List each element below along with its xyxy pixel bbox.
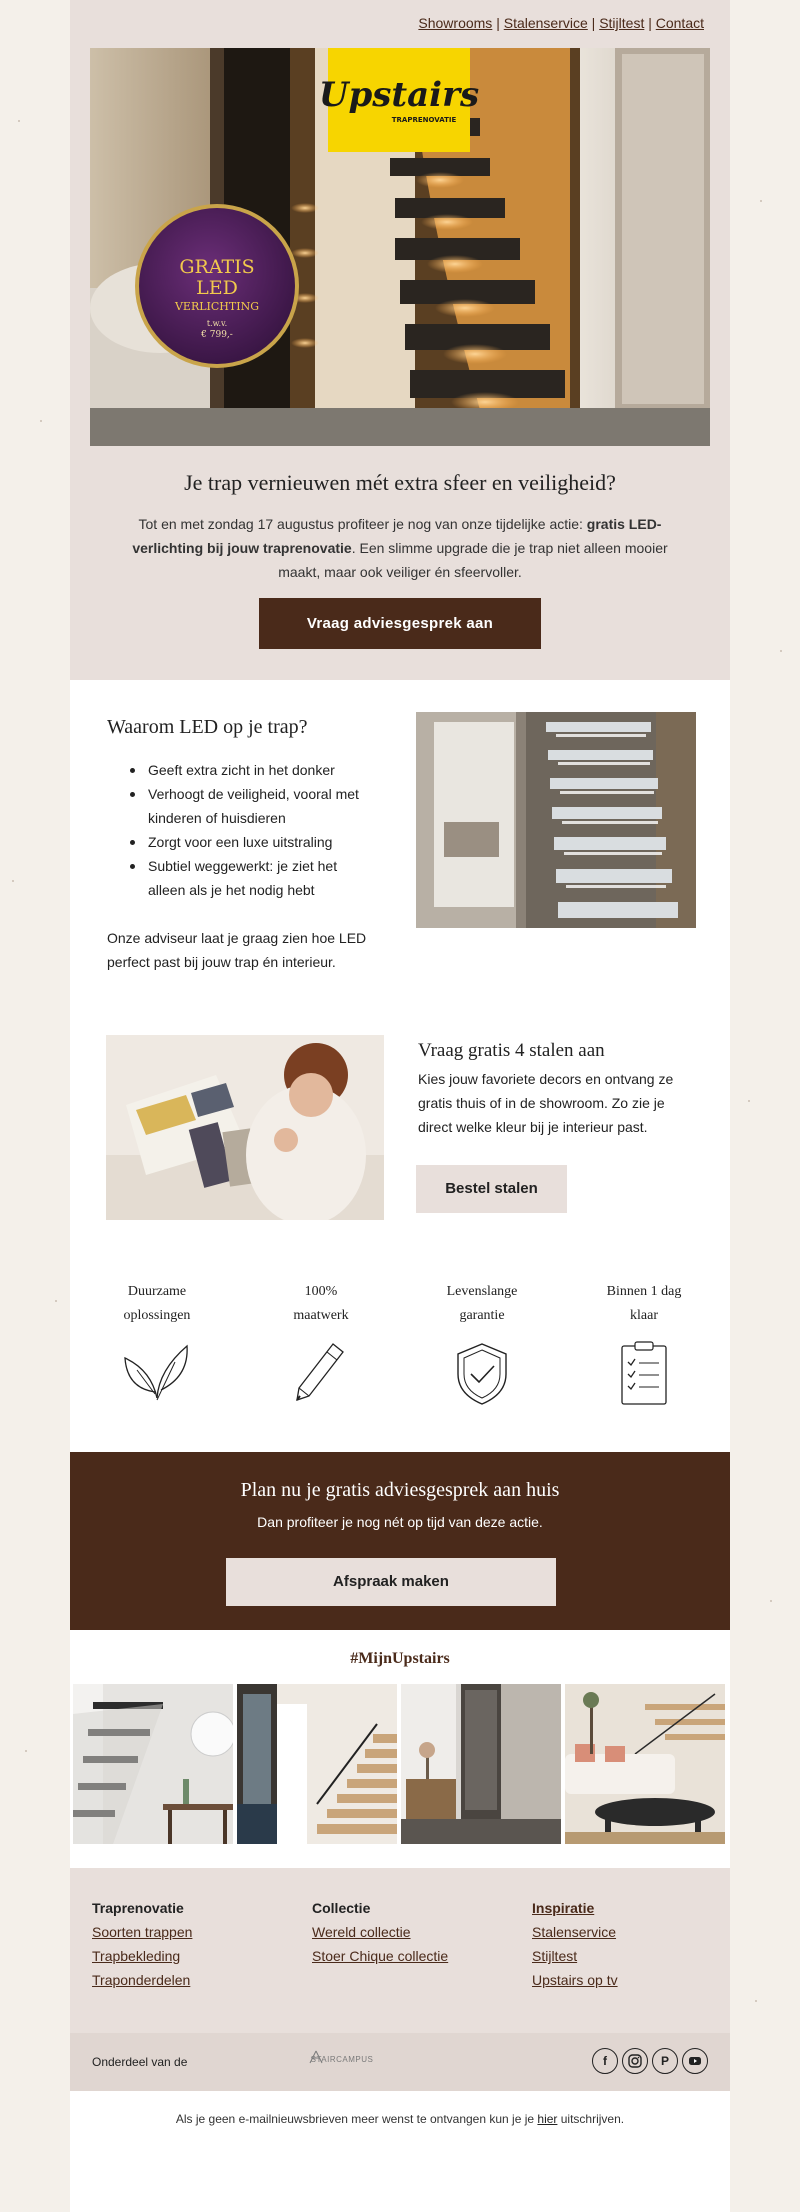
footer-link[interactable]: Trapbekleding — [92, 1948, 181, 1964]
instagram-glyph-icon — [628, 2054, 642, 2068]
gallery-stair-illustration — [73, 1684, 233, 1844]
svg-text:LED: LED — [196, 277, 238, 299]
led-title: Waarom LED op je trap? — [107, 716, 308, 738]
gallery-stair-illustration — [237, 1684, 397, 1844]
samples-text: Kies jouw favoriete decors en ontvang ze gratis thuis of in de showroom. Zo zie je direct welke kleur bij je interieur past. — [418, 1071, 674, 1135]
appointment-cta-section — [70, 1452, 730, 1630]
unsubscribe-text: Als je geen e-mailnieuwsbrieven meer wenst te ontvangen kun je je hier uitschrijven. — [175, 2112, 625, 2126]
usp-one-day — [579, 1280, 709, 1417]
request-consultation-button[interactable]: Vraag adviesgesprek aan — [259, 598, 541, 649]
footer-link[interactable]: Wereld collectie — [312, 1924, 411, 1940]
list-item: Zorgt voor een luxe uitstraling — [108, 830, 378, 854]
facebook-icon[interactable]: f — [592, 2048, 618, 2074]
led-stair-illustration — [416, 712, 696, 928]
footer-brand-bar — [70, 2033, 730, 2091]
leaf-icon — [117, 1340, 197, 1404]
samples-photo[interactable] — [106, 1035, 384, 1220]
usp-label-line1: Duurzame — [127, 1284, 187, 1299]
hero-intro: Tot en met zondag 17 augustus profiteer je nog van onze tijdelijke actie: gratis LED-verlichting bij jouw traprenovatie. Een slimme upgrade die je trap niet alleen mooier maakt, maar ook veiliger én sfeervoller. — [132, 516, 668, 580]
staircampus-text: STAIRCAMPUS — [310, 2055, 374, 2064]
footer-links-section — [70, 1868, 730, 2033]
youtube-glyph-icon — [688, 2054, 702, 2068]
usp-label-line2: oplossingen — [123, 1308, 191, 1323]
usp-sustainable — [92, 1280, 222, 1413]
list-item: Verhoogt de veiligheid, vooral met kinderen of huisdieren — [108, 782, 378, 830]
gallery-photo-4[interactable] — [565, 1684, 725, 1844]
usp-label-line1: Binnen 1 dag — [606, 1284, 682, 1299]
email-container — [70, 0, 730, 2212]
hero-section — [70, 0, 730, 680]
gallery-photo-1[interactable] — [73, 1684, 233, 1844]
usp-label-line1: 100% — [304, 1284, 338, 1299]
list-item: Geeft extra zicht in het donker — [108, 758, 378, 782]
usp-warranty — [417, 1280, 547, 1417]
cta-title: Plan nu je gratis adviesgesprek aan huis — [240, 1479, 560, 1501]
footer-link[interactable]: Traponderdelen — [92, 1972, 191, 1988]
footer-link[interactable]: Upstairs op tv — [532, 1972, 618, 1988]
footer-heading: Collectie — [312, 1900, 371, 1916]
svg-text:t.w.v.: t.w.v. — [206, 319, 228, 328]
usp-label-line2: maatwerk — [293, 1308, 349, 1323]
clipboard-check-icon — [604, 1340, 684, 1408]
led-stair-photo[interactable] — [416, 712, 696, 928]
cta-subtitle: Dan profiteer je nog nét op tijd van deze actie. — [257, 1514, 543, 1530]
gallery-living-illustration — [565, 1684, 725, 1844]
gallery-photo-3[interactable] — [401, 1684, 561, 1844]
usp-label-line2: klaar — [630, 1308, 658, 1323]
nav-link-showrooms[interactable]: Showrooms — [418, 15, 493, 31]
gallery-photo-2[interactable] — [237, 1684, 397, 1844]
samples-title: Vraag gratis 4 stalen aan — [418, 1040, 605, 1061]
part-of-label: Onderdeel van de — [92, 2055, 188, 2069]
social-hashtag: #MijnUpstairs — [350, 1650, 450, 1667]
footer-heading-link[interactable]: Inspiratie — [532, 1900, 595, 1916]
usp-label-line1: Levenslange — [446, 1284, 518, 1299]
footer-heading: Traprenovatie — [92, 1900, 184, 1916]
footer-link[interactable]: Soorten trappen — [92, 1924, 193, 1940]
top-nav: Showrooms | Stalenservice | Stijltest | Contact — [418, 15, 704, 31]
svg-text:TRAPRENOVATIE: TRAPRENOVATIE — [391, 116, 457, 124]
svg-text:VERLICHTING: VERLICHTING — [174, 300, 260, 313]
footer-link[interactable]: Stijltest — [532, 1948, 578, 1964]
youtube-icon[interactable] — [682, 2048, 708, 2074]
shield-check-icon — [442, 1340, 522, 1408]
pencil-icon — [281, 1340, 361, 1404]
led-benefits-list — [108, 758, 378, 902]
footer-link[interactable]: Stoer Chique collectie — [312, 1948, 449, 1964]
svg-text:€ 799,-: € 799,- — [201, 330, 233, 340]
pinterest-icon[interactable]: P — [652, 2048, 678, 2074]
svg-text:GRATIS: GRATIS — [179, 256, 255, 278]
staircampus-logo[interactable] — [302, 2049, 382, 2073]
nav-link-stijltest[interactable]: Stijltest — [599, 15, 645, 31]
gallery-stair-illustration — [401, 1684, 561, 1844]
instagram-icon[interactable] — [622, 2048, 648, 2074]
footer-column-inspiratie — [532, 1896, 618, 1992]
hero-title: Je trap vernieuwen mét extra sfeer en veiligheid? — [184, 470, 616, 495]
footer-column-traprenovatie — [92, 1896, 192, 1992]
list-item: Subtiel weggewerkt: je ziet het alleen als je het nodig hebt — [108, 854, 378, 902]
svg-text:Upstairs: Upstairs — [318, 75, 480, 115]
unsubscribe-link[interactable]: hier — [537, 2112, 558, 2126]
usp-label-line2: garantie — [459, 1308, 505, 1323]
usp-custom — [256, 1280, 386, 1413]
footer-column-collectie — [312, 1896, 448, 1968]
nav-link-stalenservice[interactable]: Stalenservice — [503, 15, 588, 31]
nav-link-contact[interactable]: Contact — [655, 15, 704, 31]
samples-illustration — [106, 1035, 384, 1220]
hero-staircase-illustration — [90, 48, 710, 446]
led-closing-text: Onze adviseur laat je graag zien hoe LED perfect past bij jouw trap én interieur. — [107, 930, 367, 970]
footer-link[interactable]: Stalenservice — [532, 1924, 617, 1940]
hero-image[interactable] — [90, 48, 710, 446]
make-appointment-button[interactable]: Afspraak maken — [226, 1558, 556, 1606]
order-samples-button[interactable]: Bestel stalen — [416, 1165, 567, 1213]
